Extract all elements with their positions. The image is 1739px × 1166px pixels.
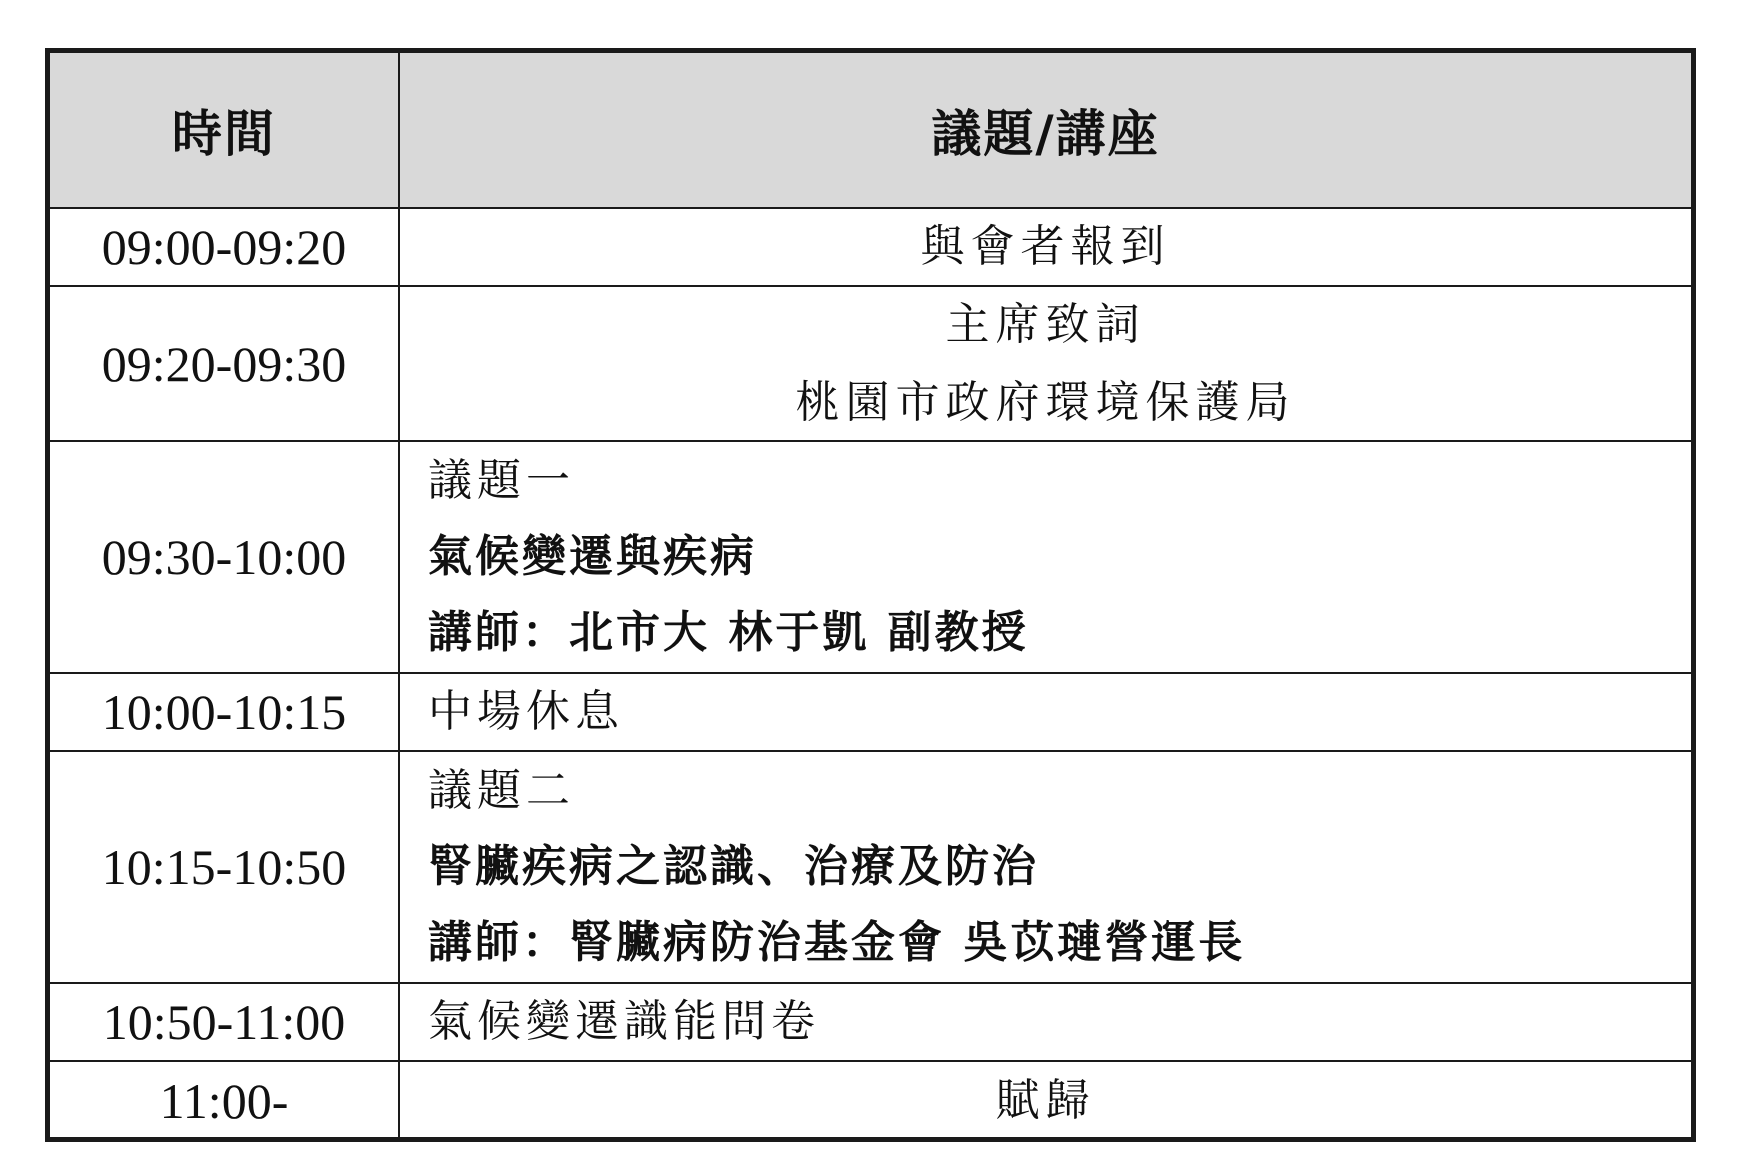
topic-label-line: 議題二 bbox=[428, 765, 575, 816]
topic-line: 賦歸 bbox=[995, 1075, 1096, 1126]
time-cell bbox=[50, 209, 400, 287]
time-value: 09:30-10:00 bbox=[101, 529, 347, 585]
topic-line: 主席致詞 bbox=[945, 298, 1146, 350]
time-cell bbox=[50, 442, 400, 674]
speaker-line: 講師：腎臟病防治基金會 吳苡璉營運長 bbox=[428, 917, 1246, 968]
time-cell bbox=[50, 752, 400, 984]
topic-title-line: 氣候變遷與疾病 bbox=[428, 531, 757, 582]
topic-cell bbox=[400, 442, 1691, 674]
topic-cell bbox=[400, 287, 1691, 442]
time-cell bbox=[50, 287, 400, 442]
topic-line: 中場休息 bbox=[428, 686, 624, 737]
header-time-label: 時間 bbox=[172, 105, 276, 163]
time-value: 09:00-09:20 bbox=[101, 219, 347, 275]
topic-cell bbox=[400, 209, 1691, 287]
agenda-table bbox=[45, 48, 1696, 1142]
topic-cell bbox=[400, 1062, 1691, 1140]
time-value: 11:00- bbox=[159, 1073, 289, 1129]
time-cell bbox=[50, 674, 400, 752]
topic-cell bbox=[400, 674, 1691, 752]
speaker-line: 講師：北市大 林于凱 副教授 bbox=[428, 607, 1029, 658]
topic-line: 與會者報到 bbox=[920, 221, 1171, 272]
topic-label-line: 議題一 bbox=[428, 455, 575, 506]
time-value: 10:00-10:15 bbox=[101, 684, 347, 740]
time-cell bbox=[50, 984, 400, 1062]
topic-line: 氣候變遷識能問卷 bbox=[428, 996, 820, 1047]
time-value: 10:50-11:00 bbox=[102, 994, 346, 1050]
header-topic-label: 議題/講座 bbox=[931, 105, 1160, 163]
topic-title-line: 腎臟疾病之認識、治療及防治 bbox=[428, 841, 1039, 892]
header-time bbox=[50, 53, 400, 209]
header-topic bbox=[400, 53, 1691, 209]
time-value: 09:20-09:30 bbox=[101, 335, 347, 392]
time-value: 10:15-10:50 bbox=[101, 839, 347, 895]
topic-line: 桃園市政府環境保護局 bbox=[795, 376, 1296, 428]
topic-cell bbox=[400, 984, 1691, 1062]
topic-cell bbox=[400, 752, 1691, 984]
time-cell bbox=[50, 1062, 400, 1140]
